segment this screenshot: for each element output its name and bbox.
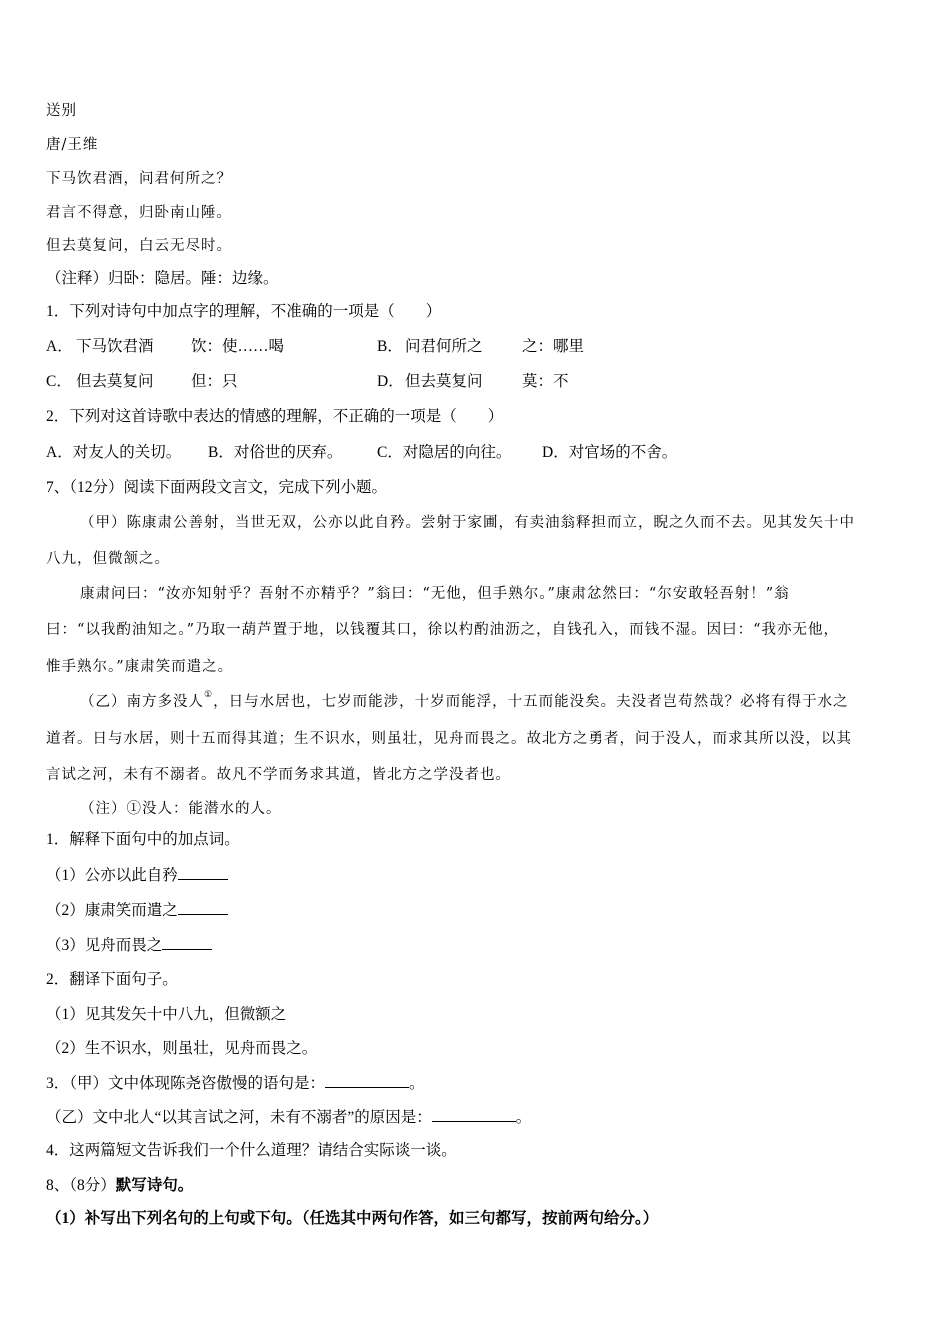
item-text: 3．（甲）文中体现陈尧咨傲慢的语句是： bbox=[46, 1075, 326, 1092]
passage-yi-text: ，日与水居也，七岁而能涉，十岁而能浮，十五而能没矣。夫没者岂苟然哉？必将有得于水之 bbox=[213, 694, 849, 710]
sub-question-item bbox=[46, 865, 228, 886]
question-7-header: 7、（12分）阅读下面两段文言文，完成下列小题。 bbox=[46, 479, 388, 496]
question-title: 默写诗句。 bbox=[115, 1177, 194, 1194]
sub-question-3b bbox=[46, 1107, 531, 1128]
option: A．对友人的关切。 bbox=[46, 444, 182, 461]
answer-blank[interactable] bbox=[178, 865, 228, 880]
sub-question-3a bbox=[46, 1073, 425, 1094]
poem-line: 君言不得意，归卧南山陲。 bbox=[46, 205, 232, 221]
footnote-marker: ① bbox=[204, 690, 214, 700]
passage-jia-line: （甲）陈康肃公善射，当世无双，公亦以此自矜。尝射于家圃，有卖油翁释担而立，睨之久而不去。见其发矢十中 bbox=[80, 515, 855, 531]
option-gloss: 莫：不 bbox=[522, 373, 569, 390]
item-text: （乙）文中北人“以其言试之河，未有不溺者”的原因是： bbox=[46, 1109, 432, 1126]
sub-question-4: 4．这两篇短文告诉我们一个什么道理？请结合实际谈一谈。 bbox=[46, 1142, 457, 1159]
item-text: 。 bbox=[409, 1075, 425, 1092]
passage-jia-line: 惟手熟尔。”康肃笑而遣之。 bbox=[46, 659, 234, 675]
sub-question-item: （2）生不识水，则虽壮，见舟而畏之。 bbox=[46, 1040, 318, 1057]
option-label: A． bbox=[46, 338, 73, 355]
question-8-header bbox=[46, 1176, 193, 1196]
passage-jia-line: 康肃问曰：“汝亦知射乎？吾射不亦精乎？”翁曰：“无他，但手熟尔。”康肃忿然曰：“尔安敢轻吾射！”翁 bbox=[80, 586, 790, 602]
option-text: 但去莫复问 bbox=[405, 373, 483, 390]
option: C．对隐居的向往。 bbox=[377, 444, 512, 461]
sub-question-item bbox=[46, 935, 212, 956]
passage-yi-line: 道者。日与水居，则十五而得其道；生不识水，则虽壮，见舟而畏之。故北方之勇者，问于没人，而求其所以没，以其 bbox=[46, 731, 852, 747]
option-text: 下马饮君酒 bbox=[76, 338, 154, 355]
sub-question-item: （1）见其发矢十中八九，但微额之 bbox=[46, 1006, 287, 1023]
answer-blank[interactable] bbox=[432, 1107, 516, 1122]
option-label: B． bbox=[377, 338, 403, 355]
sub-question-2: 2．翻译下面句子。 bbox=[46, 971, 178, 988]
option-gloss: 之：哪里 bbox=[522, 338, 585, 355]
answer-blank[interactable] bbox=[178, 900, 228, 915]
item-text: （3）见舟而畏之 bbox=[46, 937, 163, 954]
option-text: 问君何所之 bbox=[405, 338, 483, 355]
passage-jia-line: 曰：“以我酌油知之。”乃取一葫芦置于地，以钱覆其口，徐以杓酌油沥之，自钱孔入，而钱不湿。因曰：“我亦无他， bbox=[46, 622, 839, 638]
passage-note: （注）①没人：能潜水的人。 bbox=[80, 801, 282, 817]
option-label: D． bbox=[377, 373, 404, 390]
option-gloss: 但：只 bbox=[191, 373, 238, 390]
poem-title: 送别 bbox=[46, 103, 77, 119]
item-text: 。 bbox=[515, 1109, 532, 1126]
option: D．对官场的不舍。 bbox=[542, 444, 678, 461]
option-text: 但去莫复问 bbox=[76, 373, 154, 390]
item-text: （1）公亦以此自矜 bbox=[46, 867, 178, 884]
poem-note: （注释）归卧：隐居。陲：边缘。 bbox=[46, 270, 279, 287]
passage-jia-line: 八九，但微颔之。 bbox=[46, 551, 170, 567]
question-number: 8、（8分） bbox=[46, 1177, 116, 1194]
answer-blank[interactable] bbox=[325, 1073, 409, 1088]
passage-yi-line bbox=[80, 690, 942, 711]
sub-question-1: 1．解释下面句中的加点词。 bbox=[46, 831, 240, 848]
passage-yi-text: （乙）南方多没人 bbox=[80, 694, 204, 710]
option-label: C． bbox=[46, 373, 72, 390]
question-8-sub1: （1）补写出下列名句的上句或下句。（任选其中两句作答，如三句都写，按前两句给分。） bbox=[46, 1210, 659, 1227]
poem-author: 唐/王维 bbox=[46, 137, 99, 153]
question-2-stem: 2．下列对这首诗歌中表达的情感的理解，不正确的一项是（ ） bbox=[46, 408, 504, 425]
passage-yi-line: 言试之河，未有不溺者。故凡不学而务求其道，皆北方之学没者也。 bbox=[46, 767, 511, 783]
option: B．对俗世的厌弃。 bbox=[208, 444, 343, 461]
answer-blank[interactable] bbox=[162, 935, 212, 950]
poem-line: 但去莫复问，白云无尽时。 bbox=[46, 238, 232, 254]
option-gloss: 饮：使……喝 bbox=[191, 338, 285, 355]
poem-line: 下马饮君酒，问君何所之？ bbox=[46, 171, 232, 187]
question-1-stem: 1．下列对诗句中加点字的理解，不准确的一项是（ ） bbox=[46, 303, 442, 320]
sub-question-item bbox=[46, 900, 228, 921]
item-text: （2）康肃笑而遣之 bbox=[46, 902, 178, 919]
